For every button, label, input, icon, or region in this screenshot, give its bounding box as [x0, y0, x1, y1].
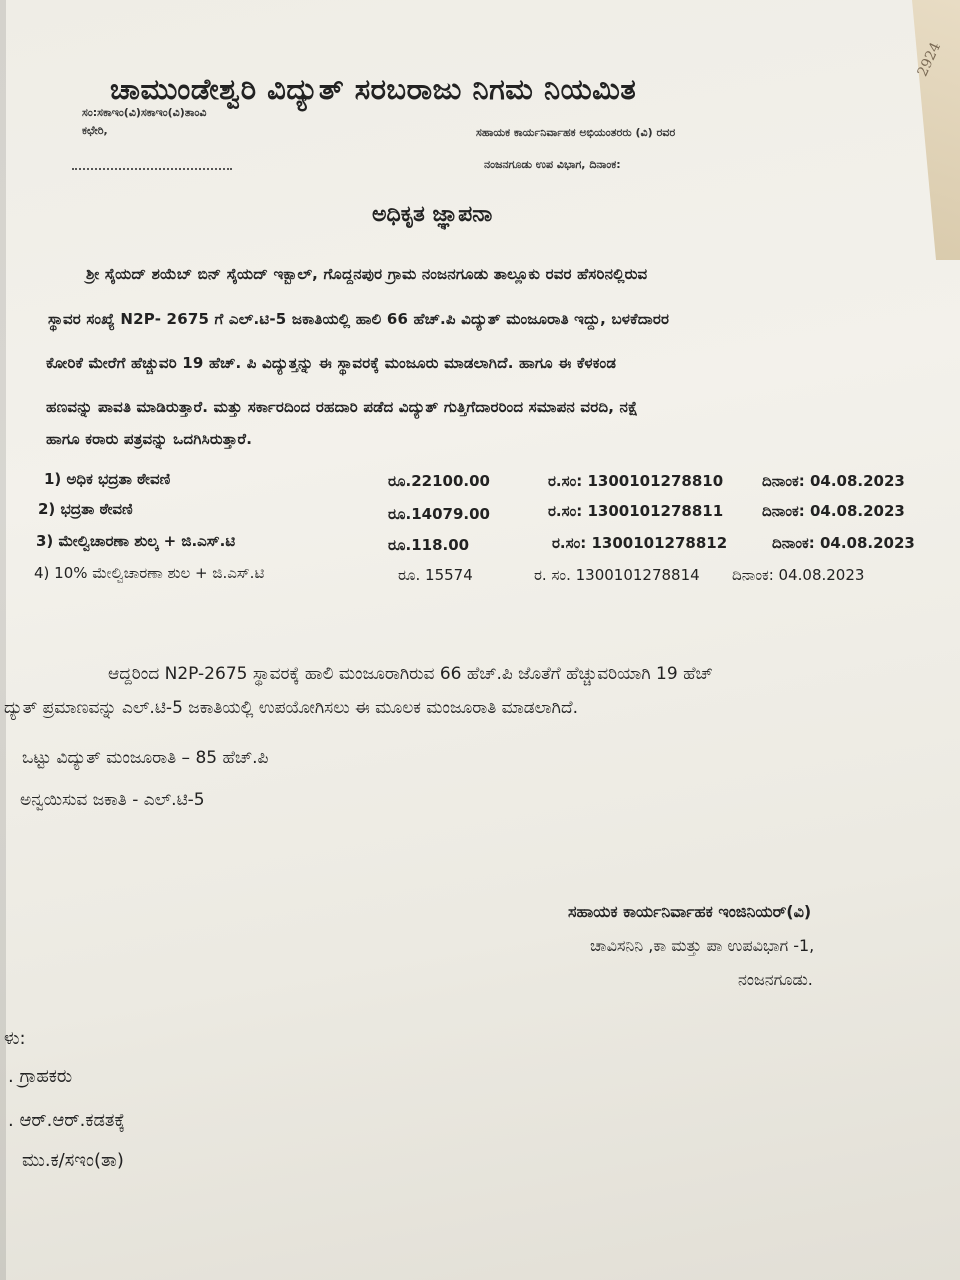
page-edge-shadow — [0, 0, 6, 1280]
paragraph-line: ಶ್ರೀ ಸೈಯದ್ ಶಯೆಬ್ ಬಿನ್ ಸೈಯದ್ ಇಕ್ಬಾಲ್, ಗೊದ್ದನಪುರ ಗ್ರಾಮ ನಂಜನಗೂಡು ತಾಲ್ಲೂಕು ರವರ ಹೆಸರಿನಲ್ಲಿರುವ — [86, 265, 648, 283]
office-label: ಕಛೇರಿ, — [82, 124, 108, 137]
payment-receipt: ರ. ಸಂ. 1300101278814 — [534, 566, 700, 584]
applicable-tariff: ಅನ್ವಯಿಸುವ ಜಕಾತಿ - ಎಲ್.ಟಿ-5 — [20, 790, 205, 810]
copy-to-item: . ಆರ್.ಆರ್.ಕಡತಕ್ಕೆ — [8, 1110, 125, 1131]
document-title: ಅಧಿಕೃತ ಜ್ಞಾಪನಾ — [372, 202, 493, 227]
copy-to-item: . ಗ್ರಾಹಕರು — [8, 1066, 73, 1087]
signatory-office: ಚಾವಿಸನಿನಿ ,ಕಾ ಮತ್ತು ಪಾ ಉಪವಿಭಾಗ -1, — [590, 936, 815, 955]
department-line-1: ಸಹಾಯಕ ಕಾರ್ಯನಿರ್ವಾಹಕ ಅಭಿಯಂತರರು (ವಿ) ರವರ — [476, 126, 676, 139]
payment-label: 3) ಮೇಲ್ವಿಚಾರಣಾ ಶುಲ್ಕ + ಜಿ.ಎಸ್.ಟಿ — [36, 532, 236, 550]
payment-amount: ರೂ.22100.00 — [388, 472, 490, 490]
date-dotted-line — [72, 168, 232, 170]
conclusion-line: ಆದ್ದರಿಂದ N2P-2675 ಸ್ಥಾವರಕ್ಕೆ ಹಾಲಿ ಮಂಜೂರಾಗಿರುವ 66 ಹೆಚ್.ಪಿ ಜೊತೆಗೆ ಹೆಚ್ಚುವರಿಯಾಗಿ 19 ಹೆಚ್ — [108, 664, 713, 684]
paragraph-line: ಸ್ಥಾವರ ಸಂಖ್ಯೆ N2P- 2675 ಗೆ ಎಲ್.ಟಿ-5 ಜಕಾತಿಯಲ್ಲಿ ಹಾಲಿ 66 ಹೆಚ್.ಪಿ ವಿದ್ಯುತ್ ಮಂಜೂರಾತಿ ಇದ್ದು, ಬಳಕೆದಾರರ — [48, 310, 670, 328]
payment-label: 2) ಭದ್ರತಾ ಠೇವಣಿ — [38, 500, 133, 518]
copy-to-item: ಮು.ಕ/ಸಇಂ(ತಾ) — [22, 1150, 124, 1171]
payment-receipt: ರ.ಸಂ: 1300101278810 — [548, 472, 724, 490]
margin-note: 2924 — [914, 40, 945, 80]
conclusion-line: ದ್ಯುತ್ ಪ್ರಮಾಣವನ್ನು ಎಲ್.ಟಿ-5 ಜಕಾತಿಯಲ್ಲಿ ಉಪಯೋಗಿಸಲು ಈ ಮೂಲಕ ಮಂಜೂರಾತಿ ಮಾಡಲಾಗಿದೆ. — [4, 698, 579, 718]
payment-amount: ರೂ. 15574 — [398, 566, 473, 584]
signatory-designation: ಸಹಾಯಕ ಕಾರ್ಯನಿರ್ವಾಹಕ ಇಂಜಿನಿಯರ್(ವಿ) — [568, 902, 812, 921]
department-line-2: ನಂಜನಗೂಡು ಉಪ ವಿಭಾಗ, ದಿನಾಂಕ: — [484, 158, 621, 171]
payment-date: ದಿನಾಂಕ: 04.08.2023 — [732, 566, 865, 584]
organization-name: ಚಾಮುಂಡೇಶ್ವರಿ ವಿದ್ಯುತ್ ಸರಬರಾಜು ನಿಗಮ ನಿಯಮಿತ — [110, 72, 637, 106]
copy-to-label: ಳು: — [4, 1028, 26, 1049]
payment-date: ದಿನಾಂಕ: 04.08.2023 — [762, 502, 905, 520]
payment-receipt: ರ.ಸಂ: 1300101278811 — [548, 502, 724, 520]
reference-label: ಸಂ:ಸಕಾಇಂ(ವಿ)ಸಕಾಇಂ(ವಿ)ತಾಂವಿ — [82, 106, 207, 119]
paragraph-line: ಹಾಗೂ ಕರಾರು ಪತ್ರವನ್ನು ಒದಗಿಸಿರುತ್ತಾರೆ. — [46, 430, 253, 448]
payment-amount: ರೂ.118.00 — [388, 536, 470, 554]
payment-date: ದಿನಾಂಕ: 04.08.2023 — [772, 534, 915, 552]
paragraph-line: ಹಣವನ್ನು ಪಾವತಿ ಮಾಡಿರುತ್ತಾರೆ. ಮತ್ತು ಸರ್ಕಾರದಿಂದ ರಹದಾರಿ ಪಡೆದ ವಿದ್ಯುತ್ ಗುತ್ತಿಗೆದಾರರಿಂದ ಸಮಾಪನ ವರದಿ, ನಕ್ಷೆ — [46, 398, 638, 416]
paragraph-line: ಕೋರಿಕೆ ಮೇರೆಗೆ ಹೆಚ್ಚುವರಿ 19 ಹೆಚ್. ಪಿ ವಿದ್ಯುತ್ತನ್ನು ಈ ಸ್ಥಾವರಕ್ಕೆ ಮಂಜೂರು ಮಾಡಲಾಗಿದೆ. ಹಾಗೂ ಈ ಕೆಳಕಂಡ — [46, 354, 617, 372]
payment-date: ದಿನಾಂಕ: 04.08.2023 — [762, 472, 905, 490]
signatory-location: ನಂಜನಗೂಡು. — [738, 970, 813, 989]
payment-receipt: ರ.ಸಂ: 1300101278812 — [552, 534, 728, 552]
payment-label: 1) ಅಧಿಕ ಭದ್ರತಾ ಠೇವಣಿ — [44, 470, 171, 488]
background-paper-corner — [840, 0, 960, 260]
payment-label: 4) 10% ಮೇಲ್ವಿಚಾರಣಾ ಶುಲ + ಜಿ.ಎಸ್.ಟಿ — [34, 564, 265, 582]
total-sanction: ಒಟ್ಟು ವಿದ್ಯುತ್ ಮಂಜೂರಾತಿ – 85 ಹೆಚ್.ಪಿ — [22, 748, 269, 768]
payment-amount: ರೂ.14079.00 — [388, 505, 490, 523]
